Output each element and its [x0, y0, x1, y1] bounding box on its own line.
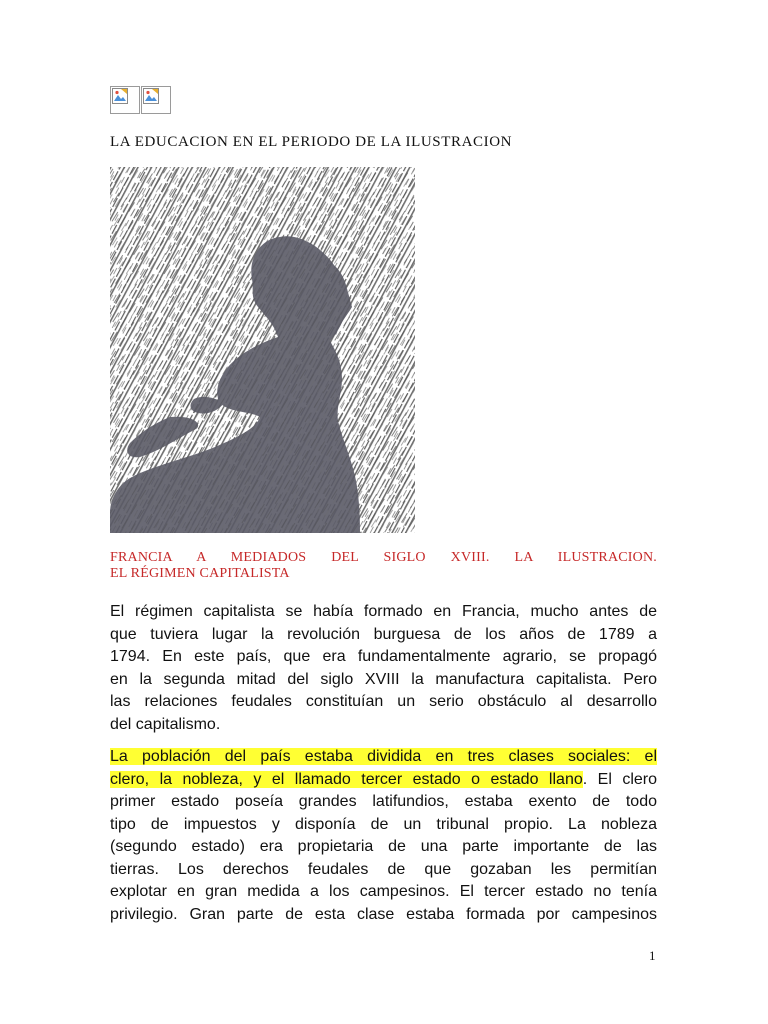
section-subtitle: [110, 550, 657, 582]
subtitle-line: FRANCIA A MEDIADOS DEL SIGLO XVIII. LA ILUSTRACION.: [110, 550, 657, 565]
page-number: 1: [649, 948, 656, 963]
silhouette-illustration: [110, 167, 415, 533]
paragraph-1: [110, 601, 657, 736]
text-line: privilegio. Gran parte de esta clase estaba formada por campesinos: [110, 905, 657, 923]
text-line: en la segunda mitad del siglo XVIII la manufactura capitalista. Pero: [110, 670, 657, 688]
image-placeholders: [110, 86, 171, 114]
highlighted-text: La población del país estaba dividida en tres clases sociales: el: [110, 748, 657, 765]
text-line: [110, 769, 657, 792]
subtitle-line: EL RÉGIMEN CAPITALISTA: [110, 566, 290, 581]
text-line: primer estado poseía grandes latifundios, estaba exento de todo: [110, 793, 657, 810]
text-line: El régimen capitalista se había formado en Francia, mucho antes de: [110, 603, 657, 620]
broken-image-icon: [110, 86, 140, 114]
highlighted-text: clero, la nobleza, y el llamado tercer estado o estado llano: [110, 770, 583, 788]
text-line: (segundo estado) era propietaria de una parte importante de las: [110, 838, 657, 855]
text-line: tipo de impuestos y disponía de un tribunal propio. La nobleza: [110, 815, 657, 833]
text-line: del capitalismo.: [110, 715, 221, 733]
text-line: que tuviera lugar la revolución burguesa de los años de 1789 a: [110, 625, 657, 643]
text-line: 1794. En este país, que era fundamentalmente agrario, se propagó: [110, 648, 657, 665]
text-line: tierras. Los derechos feudales de que gozaban les permitían: [110, 860, 657, 878]
document-title: LA EDUCACION EN EL PERIODO DE LA ILUSTRACION: [110, 134, 513, 150]
text-line: explotar en gran medida a los campesinos. El tercer estado no tenía: [110, 883, 657, 900]
broken-image-icon: [141, 86, 171, 114]
text-run: . El clero: [582, 770, 658, 788]
paragraph-2: [110, 746, 657, 926]
text-line: [110, 746, 657, 769]
text-line: las relaciones feudales constituían un serio obstáculo al desarrollo: [110, 693, 657, 710]
